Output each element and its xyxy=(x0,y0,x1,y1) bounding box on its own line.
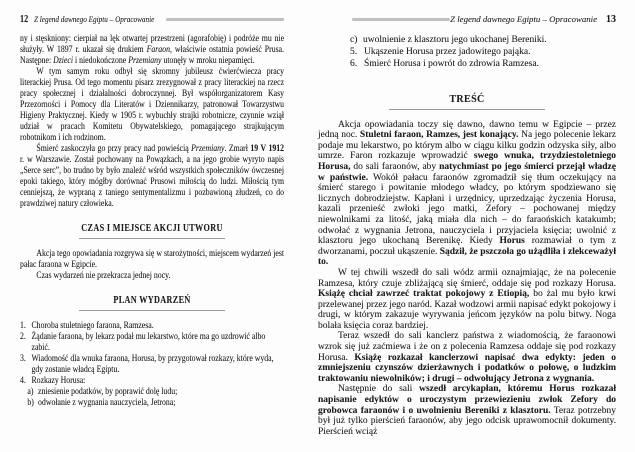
text-run: . Zmarł xyxy=(224,144,251,154)
page-body xyxy=(20,34,284,409)
section xyxy=(20,295,284,311)
heading-underline xyxy=(79,310,225,311)
text-run: Teraz potrzebny był już tylko pierścień faraonów, aby jego odcisk uprawomocnił dokumenty. Pierścień wciąż xyxy=(318,405,616,437)
header-rule xyxy=(166,18,284,21)
list-item-text xyxy=(31,321,284,332)
page-left xyxy=(20,13,284,409)
list-item xyxy=(350,58,616,70)
list-item-text xyxy=(364,58,616,70)
bold-text: Książę rozkazał kanclerzowi napisać dwa edykty: jeden o zmniejszeniu czynszów dzierżawnych i podatków o połowę, o ludzkim traktowaniu niewolników; i drugi – odwołujący Jetrona z wygnania. xyxy=(318,352,616,384)
italic-text: Faraon xyxy=(146,45,170,55)
text-run: , właściwie ostatnia powieść Prusa. Następne: xyxy=(20,45,285,66)
heading-underline xyxy=(79,238,225,239)
paragraph xyxy=(20,144,284,210)
page-left-content xyxy=(20,13,284,409)
paragraph xyxy=(20,67,284,144)
text-run: Śmierć zaskoczyła go przy pracy nad powieścią xyxy=(36,144,192,154)
running-title: Z legend dawnego Egiptu – Opracowanie xyxy=(33,14,155,24)
text-run: Na jego polecenie lekarz podaje mu lekarstwo, po którym albo w ciągu kilku godzin odzyska siły, albo umrze. Faron rozkazuje wprowadzić xyxy=(318,130,617,162)
paragraph xyxy=(318,120,616,268)
list-marker: 4. xyxy=(20,376,26,386)
list-marker: 1. xyxy=(20,321,26,331)
text-run: Śmierć Horusa i powrót do zdrowia Ramzesa. xyxy=(364,59,539,70)
list-item xyxy=(27,398,284,409)
list-marker: 5. xyxy=(350,47,358,58)
text-run: Akcja tego opowiadania rozgrywa się w starożytności, miejscem wydarzeń jest pałac faraona w Egipcie. xyxy=(20,249,285,270)
text-run: Choroba stuletniego faraona, Ramzesa. xyxy=(31,321,154,331)
running-title: Z legend dawnego Egiptu – Opracowanie xyxy=(450,14,597,24)
page-header xyxy=(20,13,284,25)
page-number: 13 xyxy=(606,13,616,25)
text-run: i niedokończone xyxy=(73,56,129,66)
text-run: Żądanie faraona, by lekarz podał mu lekarstwo, które ma go uzdrowić albo zabić. xyxy=(31,332,266,353)
text-run: ny i stęskniony: cierpiał na lęk otwartej przestrzeni (agorafobię) i podróże mu nie służyły. W 1897 r. ukazał się drukiem xyxy=(20,34,285,55)
text-run: uwolnienie z klasztoru jego ukochanej Bereniki. xyxy=(363,35,547,45)
paragraph xyxy=(318,384,616,437)
section-heading: TREŚĆ xyxy=(449,93,485,105)
list-item xyxy=(20,354,284,376)
list-item-text xyxy=(363,34,616,46)
paragraph xyxy=(20,34,284,67)
list-item-text xyxy=(38,398,284,409)
list-marker: 3. xyxy=(20,354,26,364)
bold-text: wszedł arcykapłan, któremu Horus rozkazał napisanie edyktów o uroczystym przewiezieniu zwłok Zefory do grobowca faraonów i o uwolnieniu Bereniki z klasztoru. xyxy=(318,384,616,416)
list-item-text xyxy=(31,376,284,387)
page-body xyxy=(318,34,616,437)
paragraph xyxy=(318,268,616,332)
section xyxy=(20,223,284,239)
section-heading: CZAS I MIEJSCE AKCJI UTWORU xyxy=(81,223,223,234)
list-marker: 6. xyxy=(350,59,358,70)
list-item xyxy=(27,387,284,398)
text-run: Rozkazy Horusa: xyxy=(31,376,86,386)
text-run: Akcja opowiadania toczy się dawno, dawno temu w Egipcie – przez jedną noc. xyxy=(318,119,616,141)
paragraph xyxy=(20,249,284,271)
list-marker: c) xyxy=(350,35,358,45)
header-rule xyxy=(352,18,450,21)
list-item xyxy=(350,34,616,46)
bold-text: swego wnuka, trzydziestoletniego Horusa, xyxy=(318,151,616,172)
page-number: 12 xyxy=(20,13,29,25)
list-marker: b) xyxy=(27,398,34,408)
list-item-text xyxy=(31,354,284,376)
paragraph xyxy=(20,271,284,282)
italic-text: Dzieci xyxy=(53,56,74,66)
list-item xyxy=(20,332,284,354)
text-run: Wokół pałacu faraonów zgromadził się tłum oczekujący na śmierć starego i powitanie młodego władcy, po którym spodziewano się licznych dobrodziejstw. Kapłani i urzędnicy, uprzedzając życzenia Horusa, kazali przenieść zwłoki jego matki, Zefory – pochowanej między niewolnikami za litość, jaką miała dla nich – do faraońskich katakumb; odwołać z wygnania Jetrona, nauczyciela i przyjaciela księcia; uwolnić z klasztoru jego ukochaną Berenikę. Kiedy xyxy=(318,172,616,247)
text-run: Ukąszenie Horusa przez jadowitego pająka. xyxy=(364,47,531,58)
text-run: zniesienie podatków, by poprawić dolę ludu; xyxy=(38,387,178,397)
list-item-text xyxy=(364,46,616,58)
section-heading: PLAN WYDARZEŃ xyxy=(113,295,191,306)
text-run: odwołanie z wygnania nauczyciela, Jetrona; xyxy=(38,398,176,408)
text-run: Wiadomość dla wnuka faraona, Horusa, by przygotował rozkazy, które wyda, gdy zostanie władcą Egiptu. xyxy=(31,354,274,375)
bold-text: Horus xyxy=(499,236,525,247)
list-marker: a) xyxy=(27,387,34,397)
italic-text: Przemiany xyxy=(191,144,225,154)
heading-underline xyxy=(389,109,545,110)
list-item xyxy=(20,376,284,387)
text-run: Następnie do sali xyxy=(338,384,420,395)
italic-text: Przemiany xyxy=(128,56,162,66)
paragraph xyxy=(318,331,616,384)
list-item xyxy=(350,46,616,58)
bold-text: Książę chciał zawrzeć traktat pokojowy z Etiopią, xyxy=(318,289,530,300)
page-right xyxy=(318,13,616,437)
bold-text: 19 V 1912 xyxy=(250,144,285,154)
text-run: W tej chwili wszedł do sali wódz armii oznajmiając, że na polecenie Ramzesa, który czuje zbliżającą się śmierć, oddaje się pod rozkazy Horusa. xyxy=(318,267,616,289)
list-item xyxy=(20,321,284,332)
section xyxy=(318,94,616,110)
text-run: W tym samym roku odbył się skromny jubileusz ćwierćwiecza pracy literackiej Prusa. Od tego momentu pisarz zrezygnował z pracy literackiej na rzecz pracy społecznej i działalności dobroczynnej. Był współorganizatorem Kasy Przezorności i Pomocy dla Literatów i Dziennikarzy, patronował Towarzystwu Higieny Praktycznej. Kiedy w 1905 r. wybuchły strajki robotnicze, czynnie wziął udział w pracach Komitetu Obywatelskiego, pomagającego strajkującym robotnikom i ich rodzinom. xyxy=(20,67,285,143)
text-run: Czas wydarzeń nie przekracza jednej nocy. xyxy=(36,271,171,281)
text-run: utonęły w mroku niepamięci. xyxy=(161,56,255,66)
text-run: bo żal mu było krwi przelewanej przez jego naród. Kazał wodzowi armii napisać edykt pokojowy i drugi, w którym zakazuje wyrywania jeńcom języków na polu bitwy. Noga bolała księcia coraz bardziej. xyxy=(318,289,617,331)
text-run: r. w Warszawie. Został pochowany na Powązkach, a na jego grobie wyryto napis „Serce serc”, bo trudno by było znaleźć wśród wszystkich społeczników ówczesnej epoki takiego, który mógłby dorównać Prusowi miłością do ludzi. Miłością tym cenniejszą, że wypraną z taniego sentymentalizmu i pozbawioną złudzeń, co do prawdziwej natury człowieka. xyxy=(20,155,285,209)
page-header xyxy=(352,13,616,25)
bold-text: Stuletni faraon, Ramzes, jest konający. xyxy=(359,130,519,141)
text-run: Teraz wszedł do sali kanclerz państwa z wiadomością, że faraonowi wzrok się już zaćmiewa i że on z polecenia Ramzesa oddaje się pod rozkazy Horusa. xyxy=(318,331,616,363)
bold-text: Sądził, że pszczoła go użądliła i zlekceważył to. xyxy=(318,246,616,268)
bold-text: natychmiast po jego śmierci przejął władzę w państwie. xyxy=(318,161,616,183)
list-marker: 2. xyxy=(20,332,26,342)
text-run: do sali faraonów, aby xyxy=(350,161,440,172)
text-run: rozmawiał o tym z dworzanami, poczuł ukąszenie. xyxy=(318,236,616,257)
list-item-text xyxy=(38,387,284,398)
list-item-text xyxy=(31,332,284,354)
